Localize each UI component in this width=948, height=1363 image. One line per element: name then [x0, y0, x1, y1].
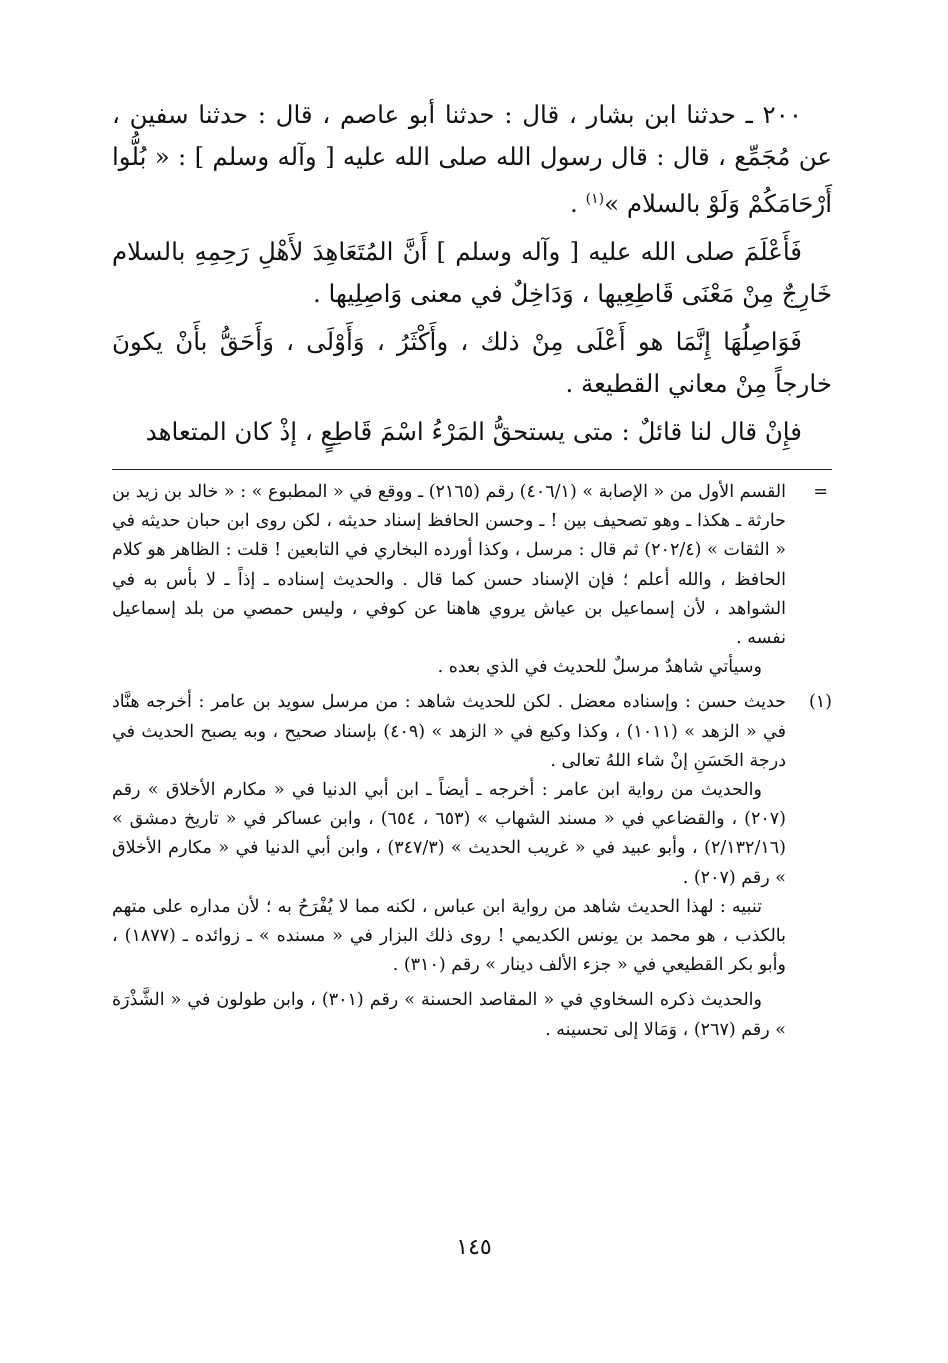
paragraph-hadith-200 — [112, 94, 832, 225]
footnote-separator — [112, 469, 832, 470]
hadith-200-text: ٢٠٠ ـ حدثنا ابن بشار ، قال : حدثنا أبو عاصم ، قال : حدثنا سفين ، عن مُجَمِّع ، قال : قال رسول الله صلى الله عليه [ وآله وسلم ] : « بُلُّوا أَرْحَامَكُمْ وَلَوْ بالسلام » — [112, 100, 832, 219]
footnote-1 — [112, 688, 832, 776]
main-text — [112, 94, 832, 459]
continuation-mark: = — [813, 482, 828, 502]
hadith-200-end: . — [570, 189, 586, 219]
continuation-text: القسم الأول من « الإصابة » (٤٠٦/١) رقم (٢١٦٥) ـ ووقع في « المطبوع » : « خالد بن زيد بن حارثة ـ هكذا ـ وهو تصحيف بين ! ـ وحسن الحافظ إسناد حديثه ، لكن روى ابن حبان حديثه في « الثقات » (٢٠٢/٤) ثم قال : مرسل ، وكذا أورده البخاري في التابعين ! قلت : الظاهر هو كلام الحافظ ، والله أعلم ؛ فإن الإسناد حسن كما قال . والحديث إسناده ـ إذاً ـ لا بأس به في الشواهد ، لأن إسماعيل بن عياش يروي هاهنا عن كوفي ، وليس حمصي من بلد إسماعيل نفسه . — [112, 482, 786, 649]
footnotes-section — [112, 478, 832, 1045]
footnote-1-mark: (١) — [808, 692, 832, 713]
footnote-1-paragraph-4: والحديث ذكره السخاوي في « المقاصد الحسنة » رقم (٣٠١) ، وابن طولون في « الشَّذْرَة » رقم (٢٦٧) ، وَمَالا إلى تحسينه . — [112, 990, 786, 1040]
paragraph-commentary-2: فَوَاصِلُهَا إِنَّمَا هو أَعْلَى مِنْ ذلك ، وأَكْثَرُ ، وَأَوْلَى ، وَأَحَقُّ بأَنْ يكونَ خارجاً مِنْ معاني القطيعة . — [112, 327, 832, 399]
footnote-1-paragraph-3: تنبيه : لهذا الحديث شاهد من رواية ابن عباس ، لكنه مما لا يُفْرَحُ به ؛ لأن مداره على متهم بالكذب ، هو محمد بن يونس الكديمي ! روى ذلك البزار في « مسنده » ـ زوائده ـ (١٨٧٧) ، وأبو بكر القطيعي في « جزء الألف دينار » رقم (٣١٠) . — [112, 896, 786, 976]
continuation-note: وسيأتي شاهدٌ مرسلٌ للحديث في الذي بعده . — [437, 657, 762, 678]
paragraph-commentary-3: فإِنْ قال لنا قائلٌ : متى يستحقُّ المَرْءُ اسْمَ قَاطِعٍ ، إذْ كان المتعاهد — [145, 417, 802, 447]
footnote-continuation — [112, 478, 832, 653]
page-number: ١٤٥ — [456, 1235, 492, 1260]
footnote-1-text: حديث حسن : وإسناده معضل . لكن للحديث شاهد : من مرسل سويد بن عامر : أخرجه هنَّاد في « الزهد » (١٠١١) ، وكذا وكيع في « الزهد » (٤٠٩) بإسناد صحيح ، وبه يصبح الحديث في درجة الحَسَنِ إنْ شاء اللهُ تعالى . — [112, 692, 786, 771]
paragraph-commentary-1: فَأَعْلَمَ صلى الله عليه [ وآله وسلم ] أَنَّ المُتَعَاهِدَ لأَهْلِ رَحِمِهِ بالسلام خَارِجٌ مِنْ مَعْنَى قَاطِعِيها ، وَدَاخِلٌ في معنى وَاصِلِيها . — [112, 237, 832, 309]
footnote-1-paragraph-2: والحديث من رواية ابن عامر : أخرجه ـ أيضاً ـ ابن أبي الدنيا في « مكارم الأخلاق » رقم (٢٠٧) ، والقضاعي في « مسند الشهاب » (٦٥٣ ، ٦٥٤) ، وابن عساكر في « تاريخ دمشق » (٢/١٣٢/١٦) ، وأبو عبيد في « غريب الحديث » (٣٤٧/٣) ، وابن أبي الدنيا في « مكارم الأخلاق » رقم (٢٠٧) . — [112, 780, 786, 888]
footnote-ref-1[interactable]: (١) — [585, 191, 605, 207]
